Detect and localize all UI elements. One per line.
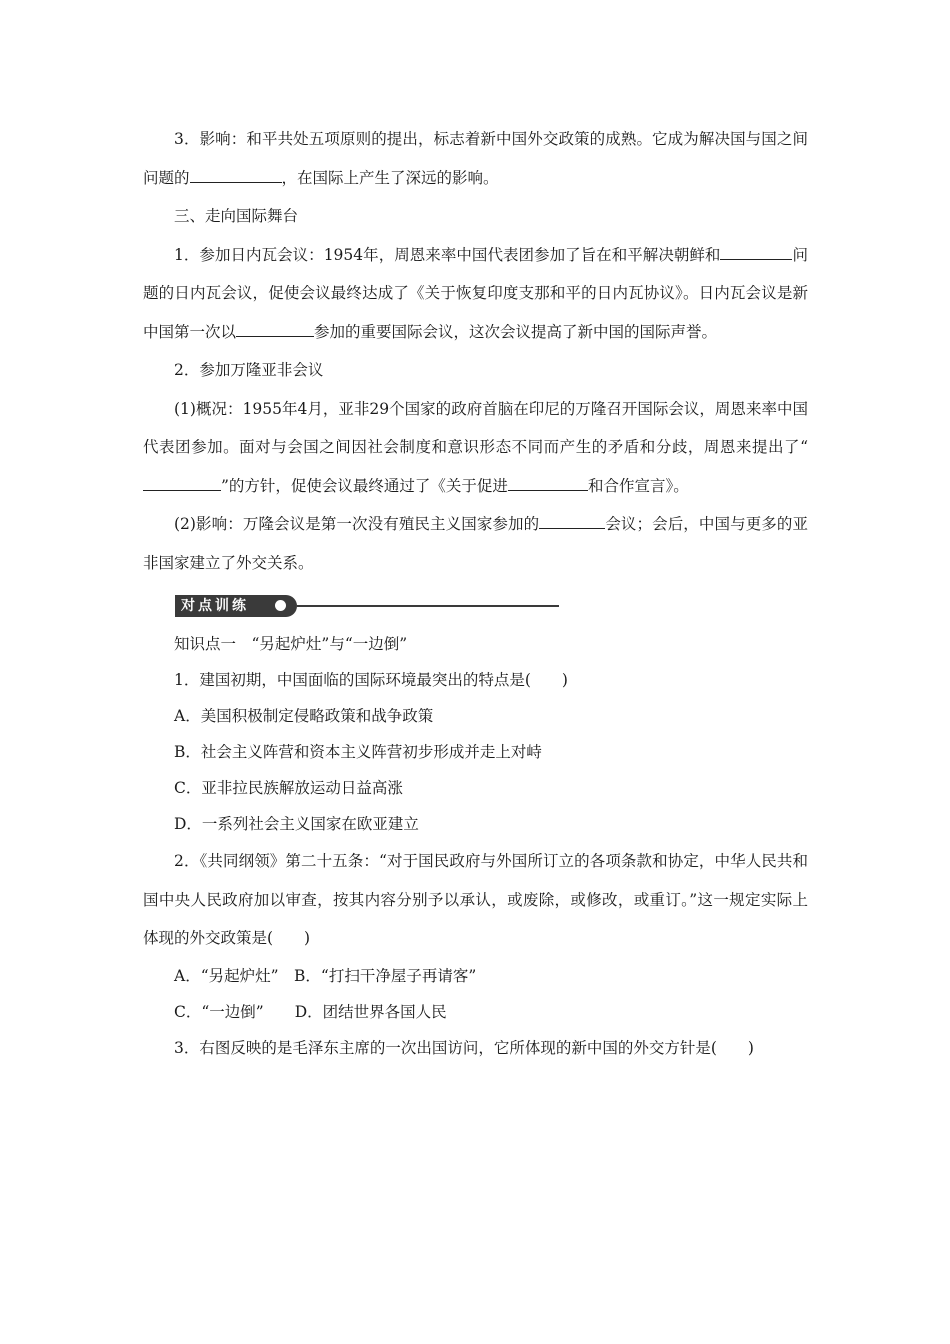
paragraph-geneva: 1．参加日内瓦会议：1954年，周恩来率中国代表团参加了旨在和平解决朝鲜和 问题的日内瓦会议，促使会议最终达成了《关于恢复印度支那和平的日内瓦协议》。日内瓦会议是新中国第一次以 参加的重要国际会议，这次会议提高了新中国的国际声誉。: [143, 236, 808, 352]
question-3-stem: 3．右图反映的是毛泽东主席的一次出国访问，它所体现的新中国的外交方针是( ): [174, 1038, 754, 1057]
fill-blank[interactable]: [508, 474, 588, 491]
section-heading-3: 三、走向国际舞台: [174, 207, 299, 225]
question-1-option-d[interactable]: D．一系列社会主义国家在欧亚建立: [174, 815, 419, 833]
question-1-option-c[interactable]: C．亚非拉民族解放运动日益高涨: [174, 779, 403, 797]
fill-blank[interactable]: [539, 513, 605, 530]
question-2-options-ab[interactable]: A．“另起炉灶” B．“打扫干净屋子再请客”: [174, 966, 477, 985]
fill-blank[interactable]: [190, 166, 282, 183]
paragraph-bandung-title: 2．参加万隆亚非会议: [174, 361, 324, 379]
fill-blank[interactable]: [756, 243, 792, 260]
dot-icon: [275, 600, 286, 611]
question-1-option-a[interactable]: A．美国积极制定侵略政策和战争政策: [174, 707, 434, 725]
question-1-stem: 1．建国初期，中国面临的国际环境最突出的特点是( ): [174, 671, 568, 689]
fill-blank[interactable]: [236, 320, 314, 337]
fill-blank[interactable]: [143, 474, 221, 491]
question-2-stem: 2．《共同纲领》第二十五条：“对于国民政府与外国所订立的各项条款和协定，中华人民共和国中央人民政府加以审查，按其内容分别予以承认，或废除，或修改，或重订。”这一规定实际上体现的外交政策是( ): [143, 852, 808, 947]
paragraph-bandung-overview: (1)概况：1955年4月，亚非29个国家的政府首脑在印尼的万隆召开国际会议，周恩来率中国代表团参加。面对与会国之间因社会制度和意识形态不同而产生的矛盾和分歧，周恩来提出了“”的方针，促使会议最终通过了《关于促进 和合作宣言》。: [143, 399, 808, 495]
section-header-training: [175, 592, 808, 620]
paragraph-bandung-influence: (2)影响：万隆会议是第一次没有殖民主义国家参加的 会议；会后，中国与更多的亚非国家建立了外交关系。: [143, 505, 808, 582]
question-1-option-b[interactable]: B．社会主义阵营和资本主义阵营初步形成并走上对峙: [174, 743, 542, 761]
section-title: 对点训练: [175, 595, 297, 617]
question-2-options-cd[interactable]: C．“一边倒” D．团结世界各国人民: [174, 1002, 447, 1021]
header-rule: [297, 605, 559, 607]
knowledge-point-1: 知识点一 “另起炉灶”与“一边倒”: [174, 635, 408, 653]
document-page: [143, 120, 808, 1066]
paragraph-influence: 3．影响：和平共处五项原则的提出，标志着新中国外交政策的成熟。它成为解决国与国之间问题的 ，在国际上产生了深远的影响。: [143, 130, 808, 187]
fill-blank[interactable]: [720, 243, 756, 260]
